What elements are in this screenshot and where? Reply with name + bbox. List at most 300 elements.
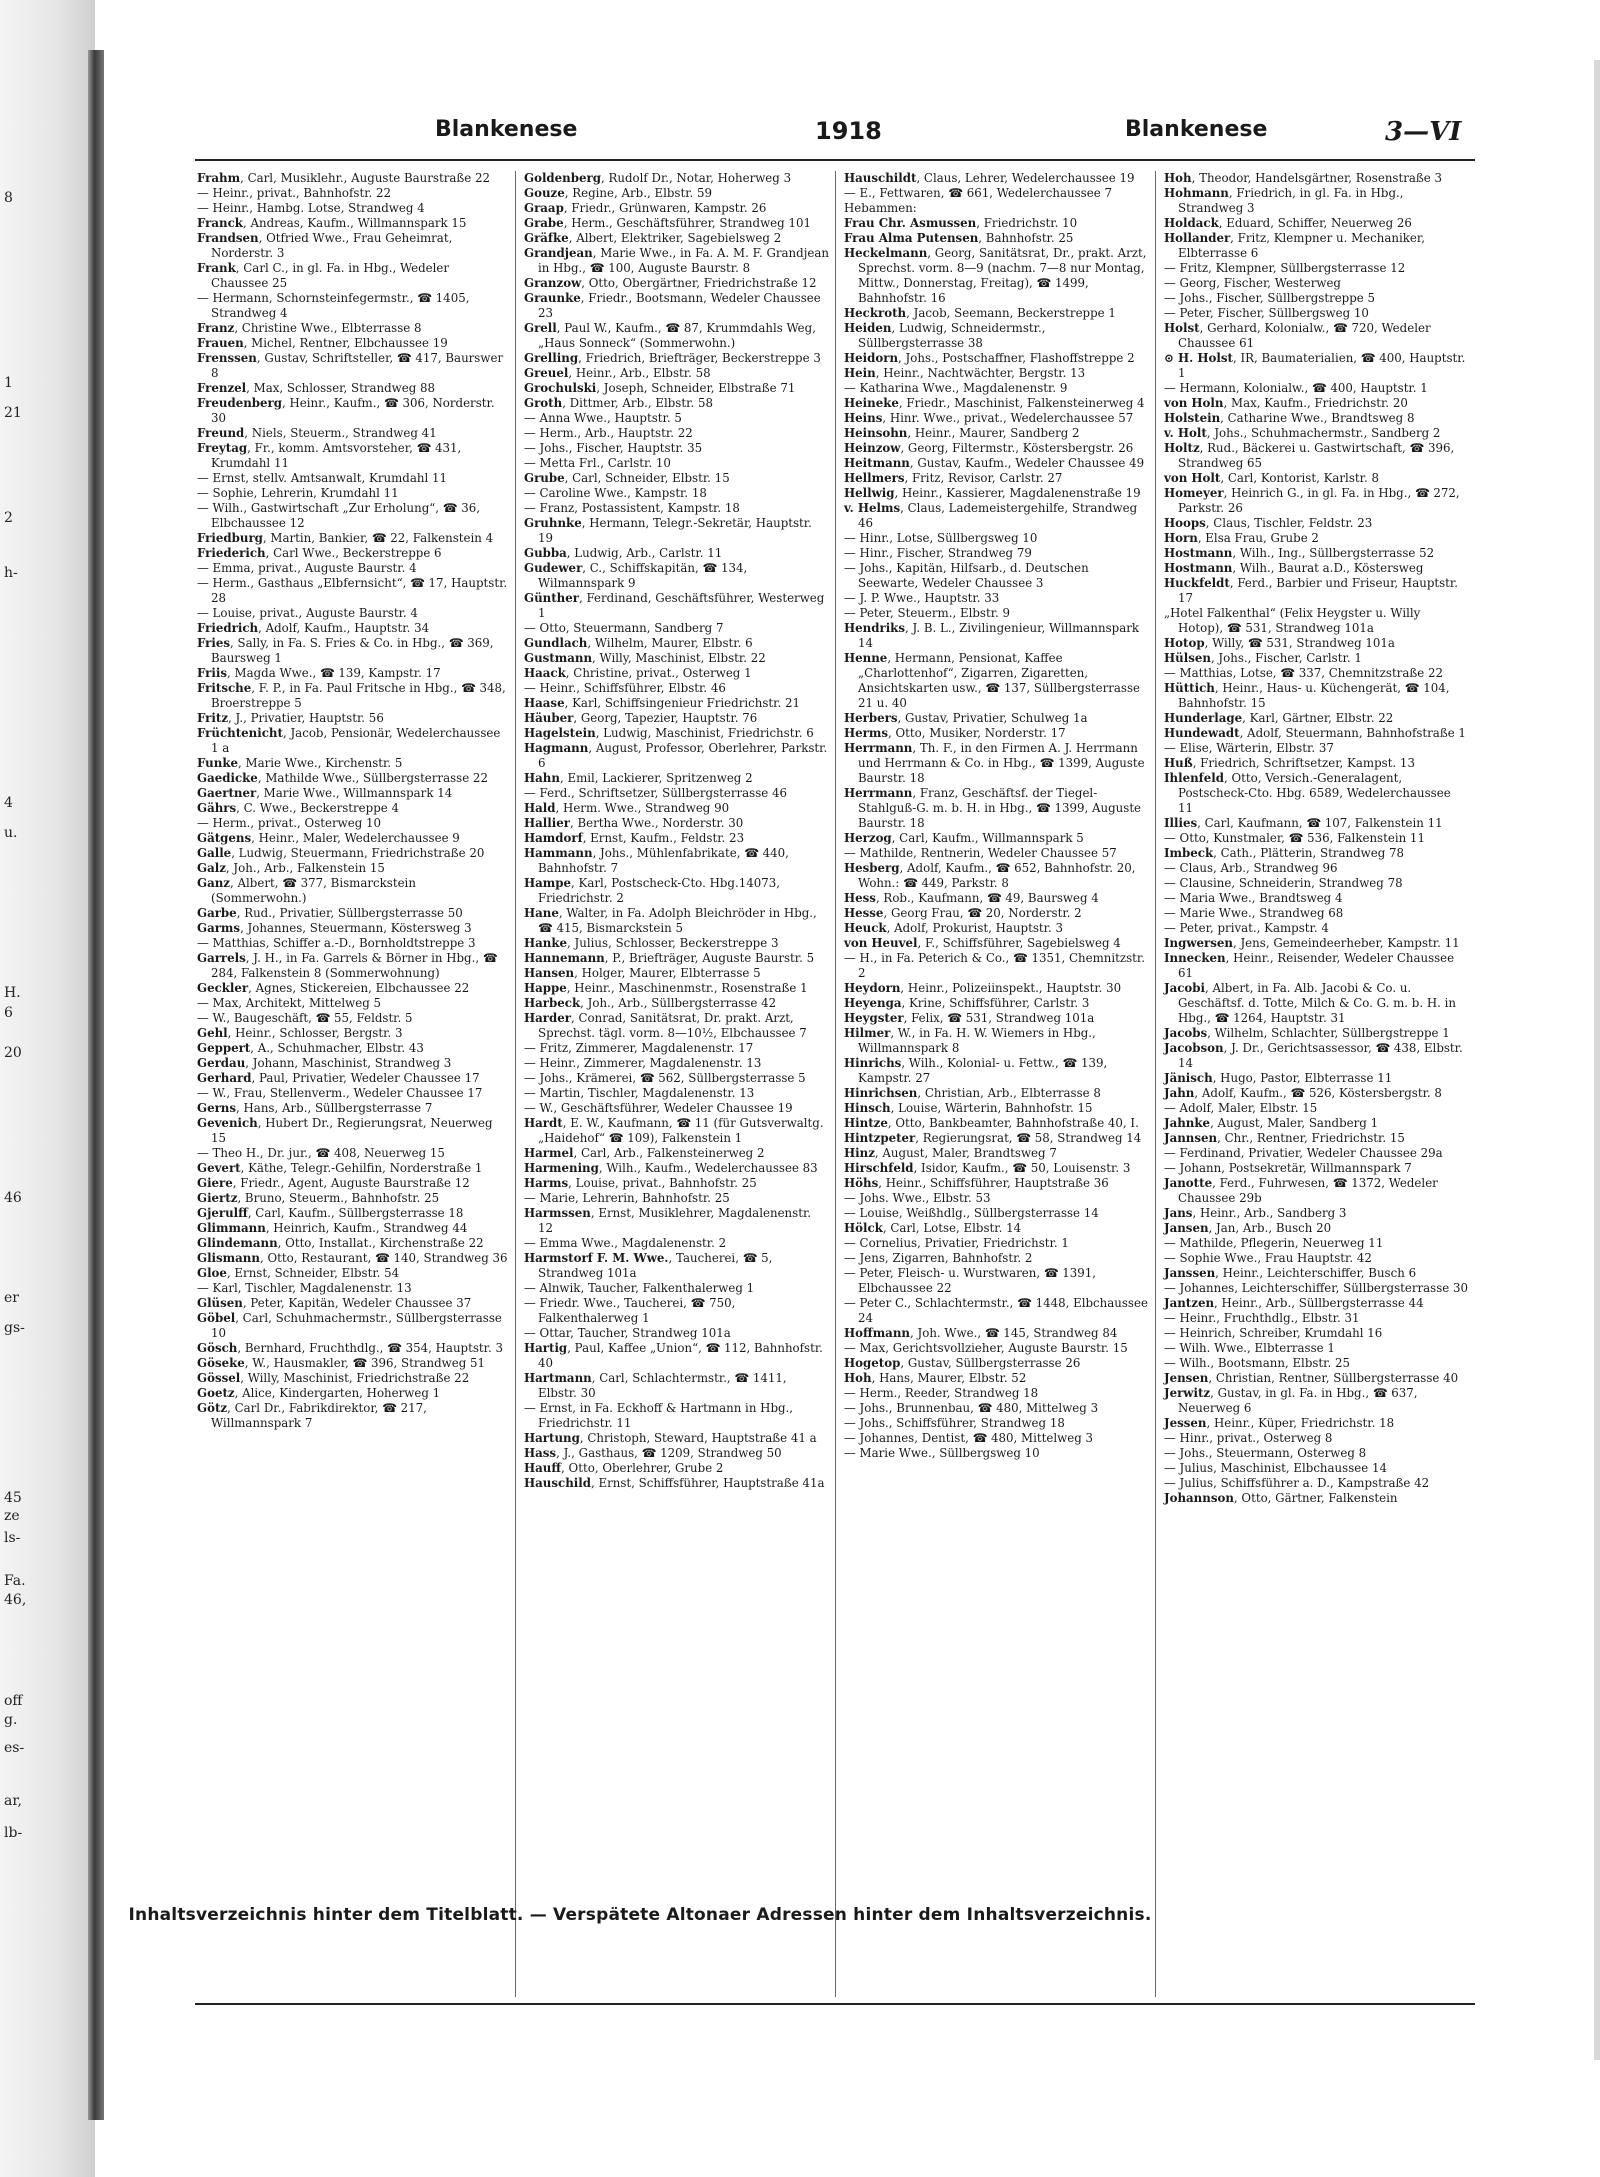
directory-entry: — W., Frau, Stellenverm., Wedeler Chaussee 17	[197, 1086, 483, 1100]
entry-surname: Friis	[197, 666, 227, 680]
directory-entry: — Theo H., Dr. jur., ☎ 408, Neuerweg 15	[197, 1146, 445, 1160]
entry-surname: Heckroth	[844, 306, 907, 320]
entry-surname: Gätgens	[197, 831, 252, 845]
directory-entry: Glimmann, Heinrich, Kaufm., Strandweg 44	[197, 1221, 468, 1235]
directory-entry: Heitmann, Gustav, Kaufm., Wedeler Chaussee 49	[844, 456, 1145, 470]
directory-entry: Gährs, C. Wwe., Beckerstreppe 4	[197, 801, 399, 815]
entry-surname: Garbe	[197, 906, 237, 920]
directory-entry: Freudenberg, Heinr., Kaufm., ☎ 306, Norderstr. 30	[197, 396, 495, 425]
entry-surname: Frauen	[197, 336, 244, 350]
entry-surname: Grandjean	[524, 246, 593, 260]
entry-surname: Haack	[524, 666, 566, 680]
entry-surname: Heineke	[844, 396, 899, 410]
directory-entry: Frenssen, Gustav, Schriftsteller, ☎ 417, Baurswег 8	[197, 351, 504, 380]
entry-surname: Hinsch	[844, 1101, 891, 1115]
directory-entry: Früchtenicht, Jacob, Pensionär, Wedelerchaussee 1 a	[197, 726, 501, 755]
directory-entry: Imbeck, Cath., Plätterin, Strandweg 78	[1164, 846, 1405, 860]
entry-surname: Gehl	[197, 1026, 228, 1040]
entry-surname: Jantzen	[1164, 1296, 1215, 1310]
directory-entry: — Louise, privat., Auguste Baurstr. 4	[197, 606, 418, 620]
directory-entry: — Herm., Reeder, Strandweg 18	[844, 1386, 1039, 1400]
entry-surname: Huß	[1164, 756, 1193, 770]
entry-surname: Geckler	[197, 981, 249, 995]
directory-entry: — Max, Gerichtsvollzieher, Auguste Baurstr. 15	[844, 1341, 1128, 1355]
entry-surname: Franz	[197, 321, 235, 335]
directory-entry: Höhs, Heinr., Schiffsführer, Hauptstraße 36	[844, 1176, 1109, 1190]
directory-entry: Gjerulff, Carl, Kaufm., Süllbergsterrasse 18	[197, 1206, 464, 1220]
entry-surname: Janotte	[1164, 1176, 1213, 1190]
directory-entry: — Johs., Steuermann, Osterweg 8	[1164, 1446, 1367, 1460]
margin-fragment: 21	[4, 405, 22, 421]
directory-page	[195, 105, 1475, 2000]
directory-entry: Haase, Karl, Schiffsingenieur Friedrichstr. 21	[524, 696, 800, 710]
directory-entry: Gaertner, Marie Wwe., Willmannspark 14	[197, 786, 453, 800]
entry-surname: Hass	[524, 1446, 557, 1460]
directory-entry: — Jens, Zigarren, Bahnhofstr. 2	[844, 1251, 1033, 1265]
entry-surname: Hannemann	[524, 951, 605, 965]
directory-entry: Hebammen:	[844, 201, 917, 215]
directory-entry: Geckler, Agnes, Stickereien, Elbchaussee 22	[197, 981, 470, 995]
directory-entry: Hinsch, Louise, Wärterin, Bahnhofstr. 15	[844, 1101, 1093, 1115]
directory-entry: Herrmann, Th. F., in den Firmen A. J. Herrmann und Herrmann & Co. in Hbg., ☎ 1399, Auguste Baurstr. 18	[844, 741, 1145, 785]
directory-entry: Funke, Marie Wwe., Kirchenstr. 5	[197, 756, 403, 770]
directory-entry: Harms, Louise, privat., Bahnhofstr. 25	[524, 1176, 757, 1190]
directory-entry: Gössel, Willy, Maschinist, Friedrichstraße 22	[197, 1371, 470, 1385]
directory-entry: Gerns, Hans, Arb., Süllbergsterrasse 7	[197, 1101, 433, 1115]
entry-surname: Gährs	[197, 801, 237, 815]
directory-entry: — Matthias, Lotse, ☎ 337, Chemnitzstraße 22	[1164, 666, 1443, 680]
entry-surname: Hesberg	[844, 861, 900, 875]
directory-entry: — Heinr., Fruchthdlg., Elbstr. 31	[1164, 1311, 1360, 1325]
directory-entry: — Marie Wwe., Süllbergsweg 10	[844, 1446, 1040, 1460]
directory-entry: Jessen, Heinr., Küper, Friedrichstr. 18	[1164, 1416, 1395, 1430]
directory-entry: Gösch, Bernhard, Fruchthdlg., ☎ 354, Hauptstr. 3	[197, 1341, 503, 1355]
directory-entry: Frau Alma Putensen, Bahnhofstr. 25	[844, 231, 1074, 245]
entry-surname: Hintzpeter	[844, 1131, 916, 1145]
entry-surname: Grelling	[524, 351, 579, 365]
directory-entry: — Elise, Wärterin, Elbstr. 37	[1164, 741, 1334, 755]
directory-entry: Hülsen, Johs., Fischer, Carlstr. 1	[1164, 651, 1362, 665]
directory-entry: — W., Baugeschäft, ☎ 55, Feldstr. 5	[197, 1011, 413, 1025]
directory-entry: Friedrich, Adolf, Kaufm., Hauptstr. 34	[197, 621, 430, 635]
entry-surname: Jacobson	[1164, 1041, 1224, 1055]
margin-fragment: 46,	[4, 1592, 27, 1608]
directory-entry: Garrels, J. H., in Fa. Garrels & Börner in Hbg., ☎ 284, Falkenstein 8 (Sommerwohnung)	[197, 951, 498, 980]
directory-entry: Huckfeldt, Ferd., Barbier und Friseur, Hauptstr. 17	[1164, 576, 1459, 605]
directory-entry: Graunke, Friedr., Bootsmann, Wedeler Chaussee 23	[524, 291, 821, 320]
directory-entry: Jänisch, Hugo, Pastor, Elbterrasse 11	[1164, 1071, 1393, 1085]
directory-entry: — Heinr., privat., Bahnhofstr. 22	[197, 186, 392, 200]
entry-surname: Haase	[524, 696, 565, 710]
directory-entry: Ingwersen, Jens, Gemeindeerheber, Kampstr. 11	[1164, 936, 1460, 950]
entry-surname: Hostmann	[1164, 561, 1233, 575]
entry-surname: Friedburg	[197, 531, 263, 545]
directory-entry: — Peter, privat., Kampstr. 4	[1164, 921, 1329, 935]
entry-surname: Jahn	[1164, 1086, 1195, 1100]
directory-entry: Göseke, W., Hausmakler, ☎ 396, Strandweg 51	[197, 1356, 486, 1370]
entry-surname: Jessen	[1164, 1416, 1207, 1430]
directory-entry: Häuber, Georg, Tapezier, Hauptstr. 76	[524, 711, 758, 725]
margin-fragment: 20	[4, 1045, 22, 1061]
directory-entry: — W., Geschäftsführer, Wedeler Chaussee 19	[524, 1101, 793, 1115]
entry-surname: Galz	[197, 861, 226, 875]
entry-surname: Höhs	[844, 1176, 879, 1190]
entry-surname: Götz	[197, 1401, 228, 1415]
directory-entry: — Julius, Maschinist, Elbchaussee 14	[1164, 1461, 1387, 1475]
directory-entry: — Katharina Wwe., Magdalenenstr. 9	[844, 381, 1068, 395]
margin-fragment: h-	[4, 565, 18, 581]
entry-surname: Jacobi	[1164, 981, 1206, 995]
entry-surname: Hotop	[1164, 636, 1205, 650]
directory-entry: — Otto, Kunstmaler, ☎ 536, Falkenstein 11	[1164, 831, 1425, 845]
directory-entry: Harmssen, Ernst, Musiklehrer, Magdalenenstr. 12	[524, 1206, 812, 1235]
directory-entry: — Clausine, Schneiderin, Strandweg 78	[1164, 876, 1403, 890]
entry-surname: Henne	[844, 651, 888, 665]
directory-entry: Gundlach, Wilhelm, Maurer, Elbstr. 6	[524, 636, 753, 650]
entry-surname: Hohmann	[1164, 186, 1229, 200]
entry-surname: Hostmann	[1164, 546, 1233, 560]
entry-surname: Glimmann	[197, 1221, 266, 1235]
directory-entry: Frau Chr. Asmussen, Friedrichstr. 10	[844, 216, 1078, 230]
directory-entry: Hald, Herm. Wwe., Strandweg 90	[524, 801, 730, 815]
directory-entry: — Ferdinand, Privatier, Wedeler Chaussee 29a	[1164, 1146, 1443, 1160]
directory-entry: Geppert, A., Schuhmacher, Elbstr. 43	[197, 1041, 424, 1055]
directory-entry: von Heuvel, F., Schiffsführer, Sagebielsweg 4	[844, 936, 1121, 950]
directory-entry: Gerdau, Johann, Maschinist, Strandweg 3	[197, 1056, 452, 1070]
directory-entry: — Heinr., Schiffsführer, Elbstr. 46	[524, 681, 726, 695]
entry-surname: Harmstorf F. M. Wwe.	[524, 1251, 669, 1265]
entry-surname: Harmening	[524, 1161, 599, 1175]
directory-entry: Harmstorf F. M. Wwe., Taucherei, ☎ 5, Strandweg 101a	[524, 1251, 773, 1280]
directory-entry: Glüsen, Peter, Kapitän, Wedeler Chaussee 37	[197, 1296, 472, 1310]
directory-entry: — Johannes, Leichterschiffer, Süllbergsterrasse 30	[1164, 1281, 1469, 1295]
directory-entry: Glismann, Otto, Restaurant, ☎ 140, Strandweg 36	[197, 1251, 508, 1265]
directory-entry: Fritsche, F. P., in Fa. Paul Fritsche in Hbg., ☎ 348, Broerstreppe 5	[197, 681, 506, 710]
directory-entry: Huß, Friedrich, Schriftsetzer, Kampst. 13	[1164, 756, 1415, 770]
entry-surname: Hald	[524, 801, 556, 815]
footer-note: Inhaltsverzeichnis hinter dem Titelblatt. — Verspätete Altonaer Adressen hinter dem Inhaltsverzeichnis.	[128, 1905, 1152, 1925]
entry-surname: Herrmann	[844, 741, 913, 755]
directory-entry: Frauen, Michel, Rentner, Elbchaussee 19	[197, 336, 448, 350]
directory-entry: — Ferd., Schriftsetzer, Süllbergsterrasse 46	[524, 786, 788, 800]
left-page-edge	[0, 0, 95, 2177]
directory-entry: Heins, Hinr. Wwe., privat., Wedelerchaussee 57	[844, 411, 1134, 425]
entry-surname: ⊙ H. Holst	[1164, 351, 1233, 365]
margin-fragment: gs-	[4, 1320, 25, 1336]
directory-entry: ⊙ H. Holst, IR, Baumaterialien, ☎ 400, Hauptstr. 1	[1164, 351, 1466, 380]
entry-surname: Hahn	[524, 771, 560, 785]
entry-surname: Innecken	[1164, 951, 1226, 965]
directory-entry: Gaedicke, Mathilde Wwe., Süllbergsterrasse 22	[197, 771, 488, 785]
directory-entry: Goldenberg, Rudolf Dr., Notar, Hoherweg 3	[524, 171, 792, 185]
entry-surname: Hinz	[844, 1146, 875, 1160]
margin-fragment: er	[4, 1290, 19, 1306]
margin-fragment: 6	[4, 1005, 13, 1021]
directory-entry: „Hotel Falkenthal“ (Felix Heygster u. Willy Hotop), ☎ 531, Strandweg 101a	[1164, 606, 1421, 635]
directory-entry: Galz, Joh., Arb., Falkenstein 15	[197, 861, 385, 875]
entry-surname: Harbeck	[524, 996, 581, 1010]
directory-entry: Hoffmann, Joh. Wwe., ☎ 145, Strandweg 84	[844, 1326, 1118, 1340]
entry-surname: Früchtenicht	[197, 726, 283, 740]
directory-entry: — Fritz, Zimmerer, Magdalenenstr. 17	[524, 1041, 754, 1055]
entry-surname: Heinzow	[844, 441, 901, 455]
entry-surname: Hamdorf	[524, 831, 583, 845]
entry-surname: Glindemann	[197, 1236, 278, 1250]
directory-entry: — Max, Architekt, Mittelweg 5	[197, 996, 382, 1010]
entry-surname: Heins	[844, 411, 883, 425]
directory-entry: — Matthias, Schiffer a.-D., Bornholdtstreppe 3	[197, 936, 476, 950]
entry-surname: Hansen	[524, 966, 575, 980]
entry-surname: Gundlach	[524, 636, 588, 650]
directory-entry: Heinsohn, Heinr., Maurer, Sandberg 2	[844, 426, 1080, 440]
directory-entry: Horn, Elsa Frau, Grube 2	[1164, 531, 1319, 545]
entry-surname: Gustmann	[524, 651, 593, 665]
entry-surname: Hunderlage	[1164, 711, 1243, 725]
margin-fragment: 46	[4, 1190, 22, 1206]
entry-surname: Harmssen	[524, 1206, 591, 1220]
entry-surname: Greuel	[524, 366, 569, 380]
entry-surname: Heidorn	[844, 351, 899, 365]
entry-surname: Hammann	[524, 846, 593, 860]
entry-surname: Gössel	[197, 1371, 241, 1385]
directory-entry: Hollander, Fritz, Klempner u. Mechaniker, Elbterrasse 6	[1164, 231, 1425, 260]
directory-entry: Galle, Ludwig, Steuermann, Friedrichstraße 20	[197, 846, 485, 860]
directory-entry: Holstein, Catharine Wwe., Brandtsweg 8	[1164, 411, 1415, 425]
column-3	[835, 171, 1155, 1997]
entry-surname: Gevenich	[197, 1116, 258, 1130]
directory-entry: — Franz, Postassistent, Kampstr. 18	[524, 501, 740, 515]
entry-surname: Hardt	[524, 1116, 563, 1130]
directory-entry: — J. P. Wwe., Hauptstr. 33	[844, 591, 1000, 605]
directory-entry: Hellwig, Heinr., Kassierer, Magdalenenstraße 19	[844, 486, 1141, 500]
directory-entry: — Friedr. Wwe., Taucherei, ☎ 750, Falkenthalerweg 1	[524, 1296, 736, 1325]
directory-entry: Hinrichsen, Christian, Arb., Elbterrasse 8	[844, 1086, 1101, 1100]
directory-entry: Grube, Carl, Schneider, Elbstr. 15	[524, 471, 730, 485]
entry-surname: Herzog	[844, 831, 892, 845]
entry-surname: Frau Chr. Asmussen	[844, 216, 977, 230]
directory-entry: — Ernst, stellv. Amtsanwalt, Krumdahl 11	[197, 471, 448, 485]
directory-entry: — Johs., Kapitän, Hilfsarb., d. Deutschen Seewarte, Wedeler Chaussee 3	[844, 561, 1089, 590]
directory-entry: Gerhard, Paul, Privatier, Wedeler Chaussee 17	[197, 1071, 480, 1085]
directory-entry: Gubba, Ludwig, Arb., Carlstr. 11	[524, 546, 723, 560]
directory-entry: Hartig, Paul, Kaffee „Union“, ☎ 112, Bahnhofstr. 40	[524, 1341, 823, 1370]
directory-entry: Hostmann, Wilh., Baurat a.D., Köstersweg	[1164, 561, 1424, 575]
directory-entry: Hauschildt, Claus, Lehrer, Wedelerchaussee 19	[844, 171, 1135, 185]
entry-surname: Herrmann	[844, 786, 913, 800]
directory-entry: Günther, Ferdinand, Geschäftsführer, Westerweg 1	[524, 591, 825, 620]
entry-surname: Gudewer	[524, 561, 583, 575]
directory-entry: — Hinr., Fischer, Strandweg 79	[844, 546, 1032, 560]
directory-entry: — Peter, Fischer, Süllbergsweg 10	[1164, 306, 1369, 320]
directory-entry: — Hermann, Schornsteinfegermstr., ☎ 1405, Strandweg 4	[197, 291, 470, 320]
directory-entry: Hauff, Otto, Oberlehrer, Grube 2	[524, 1461, 724, 1475]
entry-surname: Hoffmann	[844, 1326, 910, 1340]
directory-entry: Freytag, Fr., komm. Amtsvorsteher, ☎ 431, Krumdahl 11	[197, 441, 462, 470]
entry-surname: Homeyer	[1164, 486, 1224, 500]
directory-entry: Hesberg, Adolf, Kaufm., ☎ 652, Bahnhofstr. 20, Wohn.: ☎ 449, Parkstr. 8	[844, 861, 1136, 890]
directory-entry: Hampe, Karl, Postscheck-Cto. Hbg.14073, Friedrichstr. 2	[524, 876, 780, 905]
directory-entry: — Maria Wwe., Brandtsweg 4	[1164, 891, 1343, 905]
entry-surname: Göbel	[197, 1311, 236, 1325]
entry-surname: Gerdau	[197, 1056, 246, 1070]
margin-fragment: g.	[4, 1712, 18, 1728]
directory-entry: Greuel, Heinr., Arb., Elbstr. 58	[524, 366, 711, 380]
entry-surname: Hess	[844, 891, 876, 905]
margin-fragment: ar,	[4, 1793, 22, 1809]
directory-entry: Jansen, Jan, Arb., Busch 20	[1164, 1221, 1332, 1235]
directory-entry: Johannson, Otto, Gärtner, Falkenstein	[1164, 1491, 1398, 1505]
directory-entry: — Claus, Arb., Strandweg 96	[1164, 861, 1338, 875]
directory-entry: — Peter C., Schlachtermstr., ☎ 1448, Elbchaussee 24	[844, 1296, 1148, 1325]
directory-entry: Ihlenfeld, Otto, Versich.-Generalagent, Postscheck-Cto. Hbg. 6589, Wedelerchaussee 11	[1164, 771, 1451, 815]
directory-entry: Franck, Andreas, Kaufm., Willmannspark 15	[197, 216, 467, 230]
directory-entry: Freund, Niels, Steuerm., Strandweg 41	[197, 426, 437, 440]
directory-entry: Holst, Gerhard, Kolonialw., ☎ 720, Wedeler Chaussee 61	[1164, 321, 1431, 350]
directory-entry: Jacobi, Albert, in Fa. Alb. Jacobi & Co. u. Geschäftsf. d. Totte, Milch & Co. G. m. b. H. in Hbg., ☎ 1264, Hauptstr. 31	[1164, 981, 1457, 1025]
directory-entry: Hoops, Claus, Tischler, Feldstr. 23	[1164, 516, 1373, 530]
entry-surname: Frandsen	[197, 231, 259, 245]
directory-entry: — Cornelius, Privatier, Friedrichstr. 1	[844, 1236, 1069, 1250]
margin-fragment: ls-	[4, 1530, 21, 1546]
directory-entry: — Hinr., Lotse, Süllbergsweg 10	[844, 531, 1038, 545]
directory-entry: Harmening, Wilh., Kaufm., Wedelerchaussee 83	[524, 1161, 818, 1175]
entry-surname: Göseke	[197, 1356, 245, 1370]
directory-entry: — Hermann, Kolonialw., ☎ 400, Hauptstr. 1	[1164, 381, 1428, 395]
page-header	[195, 117, 1475, 153]
directory-entry: — Wilh. Wwe., Elbterrasse 1	[1164, 1341, 1335, 1355]
entry-surname: Hintze	[844, 1116, 888, 1130]
directory-entry: Gruhnke, Hermann, Telegr.-Sekretär, Hauptstr. 19	[524, 516, 812, 545]
entry-surname: Graunke	[524, 291, 581, 305]
directory-entry: Gevenich, Hubert Dr., Regierungsrat, Neuerweg 15	[197, 1116, 493, 1145]
entry-surname: Hellwig	[844, 486, 895, 500]
entry-surname: Herbers	[844, 711, 898, 725]
directory-entry: Hundewadt, Adolf, Steuermann, Bahnhofstraße 1	[1164, 726, 1466, 740]
entry-surname: Freytag	[197, 441, 248, 455]
entry-surname: Imbeck	[1164, 846, 1214, 860]
entry-surname: Fries	[197, 636, 231, 650]
directory-entry: Fritz, J., Privatier, Hauptstr. 56	[197, 711, 384, 725]
directory-entry: Grell, Paul W., Kaufm., ☎ 87, Krummdahls Weg, „Haus Sonneck“ (Sommerwohn.)	[524, 321, 816, 350]
entry-surname: Hesse	[844, 906, 884, 920]
header-rule	[195, 159, 1475, 161]
directory-entry: Hartmann, Carl, Schlachtermstr., ☎ 1411, Elbstr. 30	[524, 1371, 787, 1400]
entry-surname: Hagmann	[524, 741, 589, 755]
directory-entry: Garbe, Rud., Privatier, Süllbergsterrasse 50	[197, 906, 463, 920]
directory-entry: Giere, Friedr., Agent, Auguste Baurstraße 12	[197, 1176, 470, 1190]
directory-entry: Harmel, Carl, Arb., Falkensteinerweg 2	[524, 1146, 765, 1160]
entry-surname: Friedrich	[197, 621, 259, 635]
directory-entry: Jensen, Christian, Rentner, Süllbergsterrasse 40	[1164, 1371, 1459, 1385]
entry-surname: Harms	[524, 1176, 569, 1190]
entry-surname: Hellmers	[844, 471, 905, 485]
book-gutter	[88, 50, 104, 2120]
entry-surname: Ganz	[197, 876, 230, 890]
directory-entry: Hansen, Holger, Maurer, Elbterrasse 5	[524, 966, 761, 980]
directory-entry: Hirschfeld, Isidor, Kaufm., ☎ 50, Louisenstr. 3	[844, 1161, 1131, 1175]
margin-fragment: u.	[4, 825, 18, 841]
directory-entry: v. Holt, Johs., Schuhmachermstr., Sandberg 2	[1164, 426, 1441, 440]
directory-entry: Heygster, Felix, ☎ 531, Strandweg 101a	[844, 1011, 1095, 1025]
directory-entry: Hinz, August, Maler, Brandtsweg 7	[844, 1146, 1057, 1160]
entry-surname: Giere	[197, 1176, 233, 1190]
directory-entry: Frandsen, Otfried Wwe., Frau Geheimrat, Norderstr. 3	[197, 231, 453, 260]
directory-entry: — Herm., Arb., Hauptstr. 22	[524, 426, 693, 440]
directory-entry: Gätgens, Heinr., Maler, Wedelerchaussee 9	[197, 831, 460, 845]
entry-surname: Johannson	[1164, 1491, 1234, 1505]
directory-entry: — Heinr., Hambg. Lotse, Strandweg 4	[197, 201, 425, 215]
entry-surname: Hendriks	[844, 621, 905, 635]
directory-entry: Frank, Carl C., in gl. Fa. in Hbg., Wedeler Chaussee 25	[197, 261, 450, 290]
entry-surname: Jansen	[1164, 1221, 1209, 1235]
entry-surname: Hoops	[1164, 516, 1206, 530]
entry-surname: Hülsen	[1164, 651, 1211, 665]
directory-entry: Friis, Magda Wwe., ☎ 139, Kampstr. 17	[197, 666, 441, 680]
entry-surname: Gloe	[197, 1266, 227, 1280]
entry-surname: Grell	[524, 321, 557, 335]
entry-surname: Gjerulff	[197, 1206, 248, 1220]
margin-fragment: 4	[4, 795, 13, 811]
margin-fragment: Fa.	[4, 1573, 26, 1589]
directory-entry: Fries, Sally, in Fa. S. Fries & Co. in Hbg., ☎ 369, Baursweg 1	[197, 636, 494, 665]
entry-surname: Hauschild	[524, 1476, 591, 1490]
entry-surname: Jacobs	[1164, 1026, 1208, 1040]
entry-surname: Happe	[524, 981, 567, 995]
entry-surname: Häuber	[524, 711, 574, 725]
directory-entry: — Johs., Schiffsführer, Strandweg 18	[844, 1416, 1065, 1430]
directory-entry: — Johann, Postsekretär, Willmannspark 7	[1164, 1161, 1412, 1175]
column-4	[1155, 171, 1475, 1997]
directory-entry: Hess, Rob., Kaufmann, ☎ 49, Baursweg 4	[844, 891, 1099, 905]
entry-surname: Herms	[844, 726, 888, 740]
entry-surname: Hirschfeld	[844, 1161, 914, 1175]
margin-fragment: es-	[4, 1740, 25, 1756]
entry-surname: Hagelstein	[524, 726, 596, 740]
entry-surname: Günther	[524, 591, 579, 605]
entry-surname: Harder	[524, 1011, 571, 1025]
entry-surname: Gubba	[524, 546, 567, 560]
directory-entry: Frenzel, Max, Schlosser, Strandweg 88	[197, 381, 436, 395]
directory-entry: Harbeck, Joh., Arb., Süllbergsterrasse 42	[524, 996, 777, 1010]
directory-entry: Herms, Otto, Musiker, Norderstr. 17	[844, 726, 1066, 740]
entry-surname: v. Helms	[844, 501, 901, 515]
entry-surname: Glismann	[197, 1251, 260, 1265]
directory-entry: — Peter, Steuerm., Elbstr. 9	[844, 606, 1011, 620]
directory-entry: — Peter, Fleisch- u. Wurstwaren, ☎ 1391, Elbchaussee 22	[844, 1266, 1097, 1295]
directory-entry: Gräfke, Albert, Elektriker, Sagebielsweg 2	[524, 231, 782, 245]
margin-fragment: lb-	[4, 1825, 23, 1841]
entry-surname: Hein	[844, 366, 876, 380]
directory-entry: — Mathilde, Rentnerin, Wedeler Chaussee 57	[844, 846, 1117, 860]
entry-surname: von Holt	[1164, 471, 1221, 485]
directory-entry: Hellmers, Fritz, Revisor, Carlstr. 27	[844, 471, 1063, 485]
entry-surname: Franck	[197, 216, 243, 230]
entry-surname: Gruhnke	[524, 516, 582, 530]
margin-fragment: 45	[4, 1490, 22, 1506]
entry-surname: Freund	[197, 426, 245, 440]
entry-surname: Granzow	[524, 276, 582, 290]
directory-entry: von Holn, Max, Kaufm., Friedrichstr. 20	[1164, 396, 1408, 410]
entry-surname: Heuck	[844, 921, 887, 935]
directory-entry: — Johs., Brunnenbau, ☎ 480, Mittelweg 3	[844, 1401, 1099, 1415]
entry-surname: Hoh	[1164, 171, 1192, 185]
entry-surname: Heinsohn	[844, 426, 908, 440]
directory-entry: Heidorn, Johs., Postschaffner, Flashoffstreppe 2	[844, 351, 1135, 365]
directory-entry: — Sophie Wwe., Frau Hauptstr. 42	[1164, 1251, 1372, 1265]
directory-entry: — Metta Frl., Carlstr. 10	[524, 456, 671, 470]
entry-surname: Hartung	[524, 1431, 580, 1445]
directory-entry: — Anna Wwe., Hauptstr. 5	[524, 411, 682, 425]
